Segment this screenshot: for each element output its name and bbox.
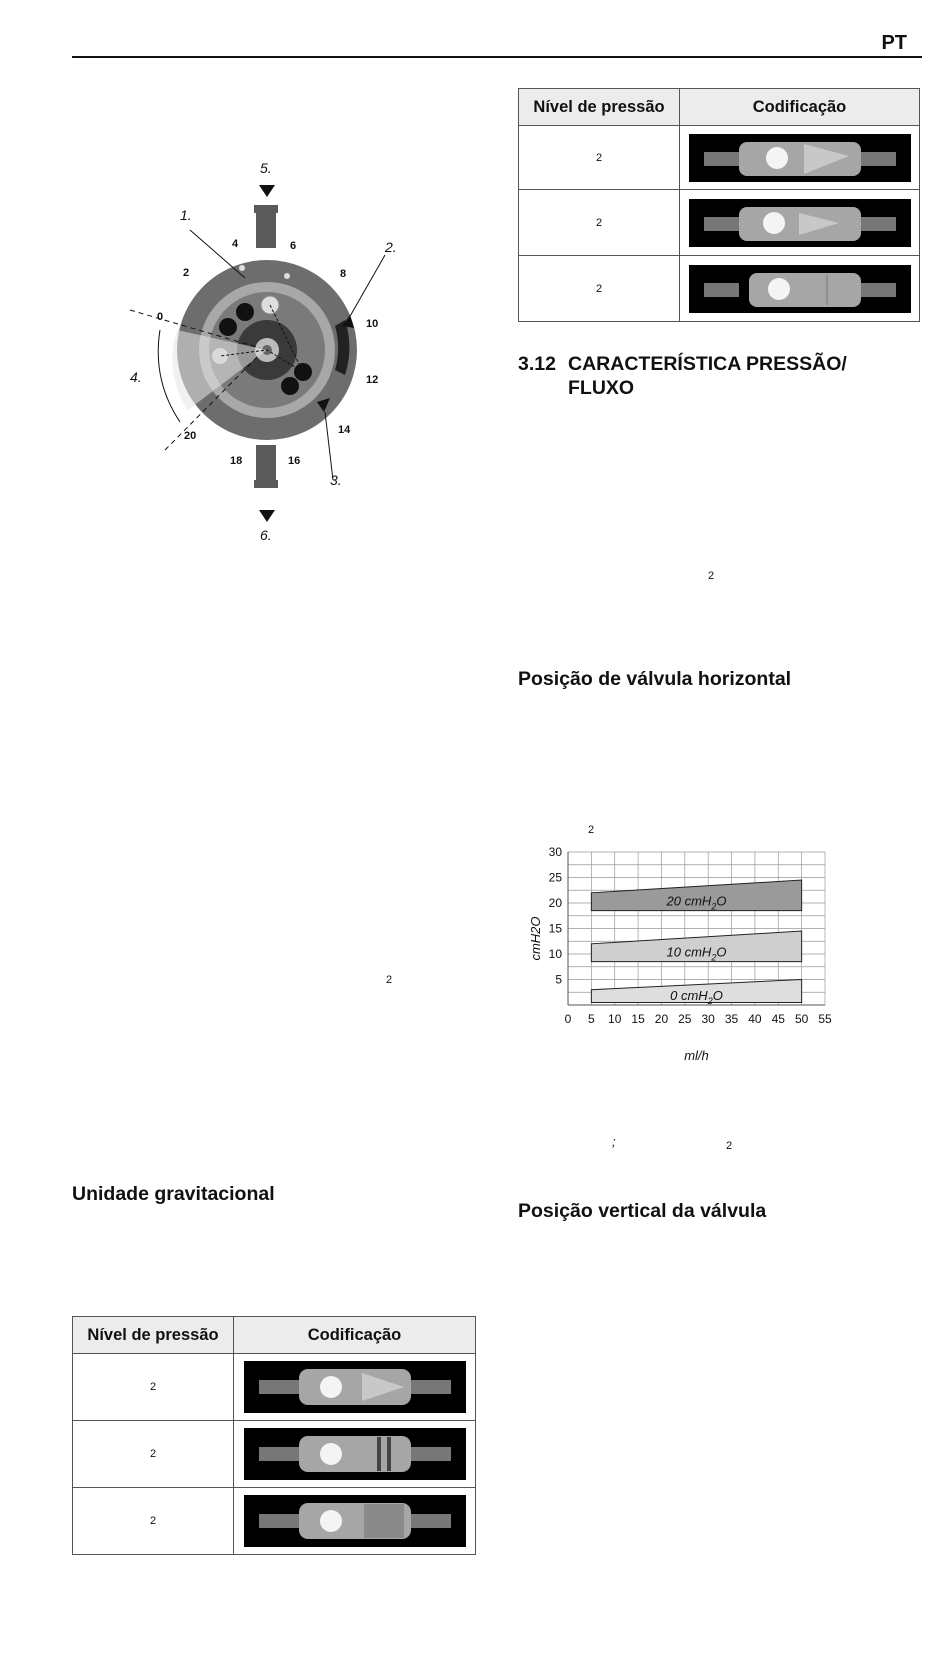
pressure-level-cell: 2 bbox=[519, 190, 680, 256]
stray-subscript: 2 bbox=[708, 570, 715, 582]
coding-cell bbox=[680, 126, 920, 190]
x-tick-label: 5 bbox=[588, 1012, 595, 1026]
x-axis-label: ml/h bbox=[684, 1048, 709, 1063]
heading-gravitational: Unidade gravitacional bbox=[72, 1183, 275, 1205]
stray-subscript: 2 bbox=[386, 974, 393, 986]
x-tick-label: 30 bbox=[701, 1012, 715, 1026]
callout-6: 6. bbox=[260, 527, 272, 543]
x-tick-label: 50 bbox=[794, 1012, 809, 1026]
x-tick-label: 10 bbox=[608, 1012, 622, 1026]
callout-5: 5. bbox=[260, 160, 272, 176]
stray-subscript: 2 bbox=[726, 1140, 733, 1152]
x-tick-label: 0 bbox=[564, 1012, 572, 1026]
pressure-level-cell: 2 bbox=[519, 256, 680, 322]
col-coding: Codificação bbox=[234, 1317, 476, 1354]
y-tick-label: 30 bbox=[548, 845, 562, 859]
scale-10: 10 bbox=[366, 318, 379, 330]
scale-0: 0 bbox=[157, 311, 164, 323]
valve-xray-image bbox=[244, 1428, 466, 1480]
section-number: 3.12 bbox=[518, 353, 556, 375]
pressure-coding-table-left bbox=[72, 1316, 476, 1555]
callout-1: 1. bbox=[180, 207, 192, 223]
inlet-arrow-icon bbox=[259, 185, 275, 197]
valve-xray-image bbox=[244, 1495, 466, 1547]
x-tick-label: 20 bbox=[654, 1012, 669, 1026]
y-tick-label: 15 bbox=[548, 921, 562, 936]
header-rule bbox=[72, 56, 922, 58]
col-pressure-level: Nível de pressão bbox=[73, 1317, 234, 1354]
scale-18: 18 bbox=[230, 455, 243, 467]
valve-xray-image bbox=[689, 199, 911, 247]
section-heading-3-12 bbox=[518, 352, 918, 402]
callout-2: 2. bbox=[385, 239, 397, 255]
x-tick-label: 55 bbox=[818, 1012, 832, 1026]
x-tick-label: 40 bbox=[748, 1012, 762, 1026]
scale-8: 8 bbox=[340, 268, 347, 280]
scale-6: 6 bbox=[290, 240, 297, 252]
x-tick-label: 15 bbox=[631, 1012, 645, 1026]
y-axis-label: cmH2O bbox=[528, 916, 543, 961]
scale-4: 4 bbox=[232, 238, 239, 250]
coding-cell bbox=[234, 1488, 476, 1555]
col-pressure-level: Nível de pressão bbox=[519, 89, 680, 126]
coding-cell bbox=[680, 190, 920, 256]
stray-semicolon: ; bbox=[612, 1134, 616, 1149]
coding-cell bbox=[234, 1421, 476, 1488]
scale-20: 20 bbox=[184, 430, 197, 442]
language-code: PT bbox=[881, 32, 907, 54]
y-tick-label: 10 bbox=[548, 947, 562, 961]
series-label: 20 cmH$_2$O bbox=[666, 893, 727, 912]
valve-diagram bbox=[120, 150, 420, 560]
pressure-level-cell: 2 bbox=[73, 1354, 234, 1421]
stray-subscript: 2 bbox=[588, 824, 595, 836]
callout-3: 3. bbox=[330, 472, 342, 488]
scale-2: 2 bbox=[183, 267, 190, 279]
pressure-level-cell: 2 bbox=[519, 126, 680, 190]
valve-xray-image bbox=[244, 1361, 466, 1413]
valve-xray-image bbox=[689, 265, 911, 313]
coding-cell bbox=[680, 256, 920, 322]
heading-horizontal: Posição de válvula horizontal bbox=[518, 668, 792, 690]
valve-xray-image bbox=[689, 134, 911, 182]
outlet-arrow-icon bbox=[259, 510, 275, 522]
pressure-coding-table-right bbox=[518, 88, 920, 322]
callout-4: 4. bbox=[130, 369, 142, 385]
y-tick-label: 20 bbox=[548, 896, 562, 910]
series-label: 10 cmH$_2$O bbox=[666, 944, 727, 963]
y-tick-label: 5 bbox=[555, 972, 562, 987]
coding-cell bbox=[234, 1354, 476, 1421]
pressure-level-cell: 2 bbox=[73, 1488, 234, 1555]
x-tick-label: 35 bbox=[724, 1012, 739, 1026]
heading-vertical: Posição vertical da válvula bbox=[518, 1200, 767, 1222]
pressure-flow-chart bbox=[520, 840, 880, 1070]
x-tick-label: 25 bbox=[678, 1012, 692, 1026]
series-label: 0 cmH$_2$O bbox=[670, 988, 723, 1007]
pressure-level-cell: 2 bbox=[73, 1421, 234, 1488]
y-tick-label: 25 bbox=[548, 870, 562, 885]
col-coding: Codificação bbox=[680, 89, 920, 126]
section-title: CARACTERÍSTICA PRESSÃO/ FLUXO bbox=[568, 353, 847, 399]
scale-16: 16 bbox=[288, 455, 301, 467]
scale-12: 12 bbox=[366, 374, 379, 386]
scale-14: 14 bbox=[338, 424, 351, 436]
x-tick-label: 45 bbox=[771, 1012, 785, 1026]
